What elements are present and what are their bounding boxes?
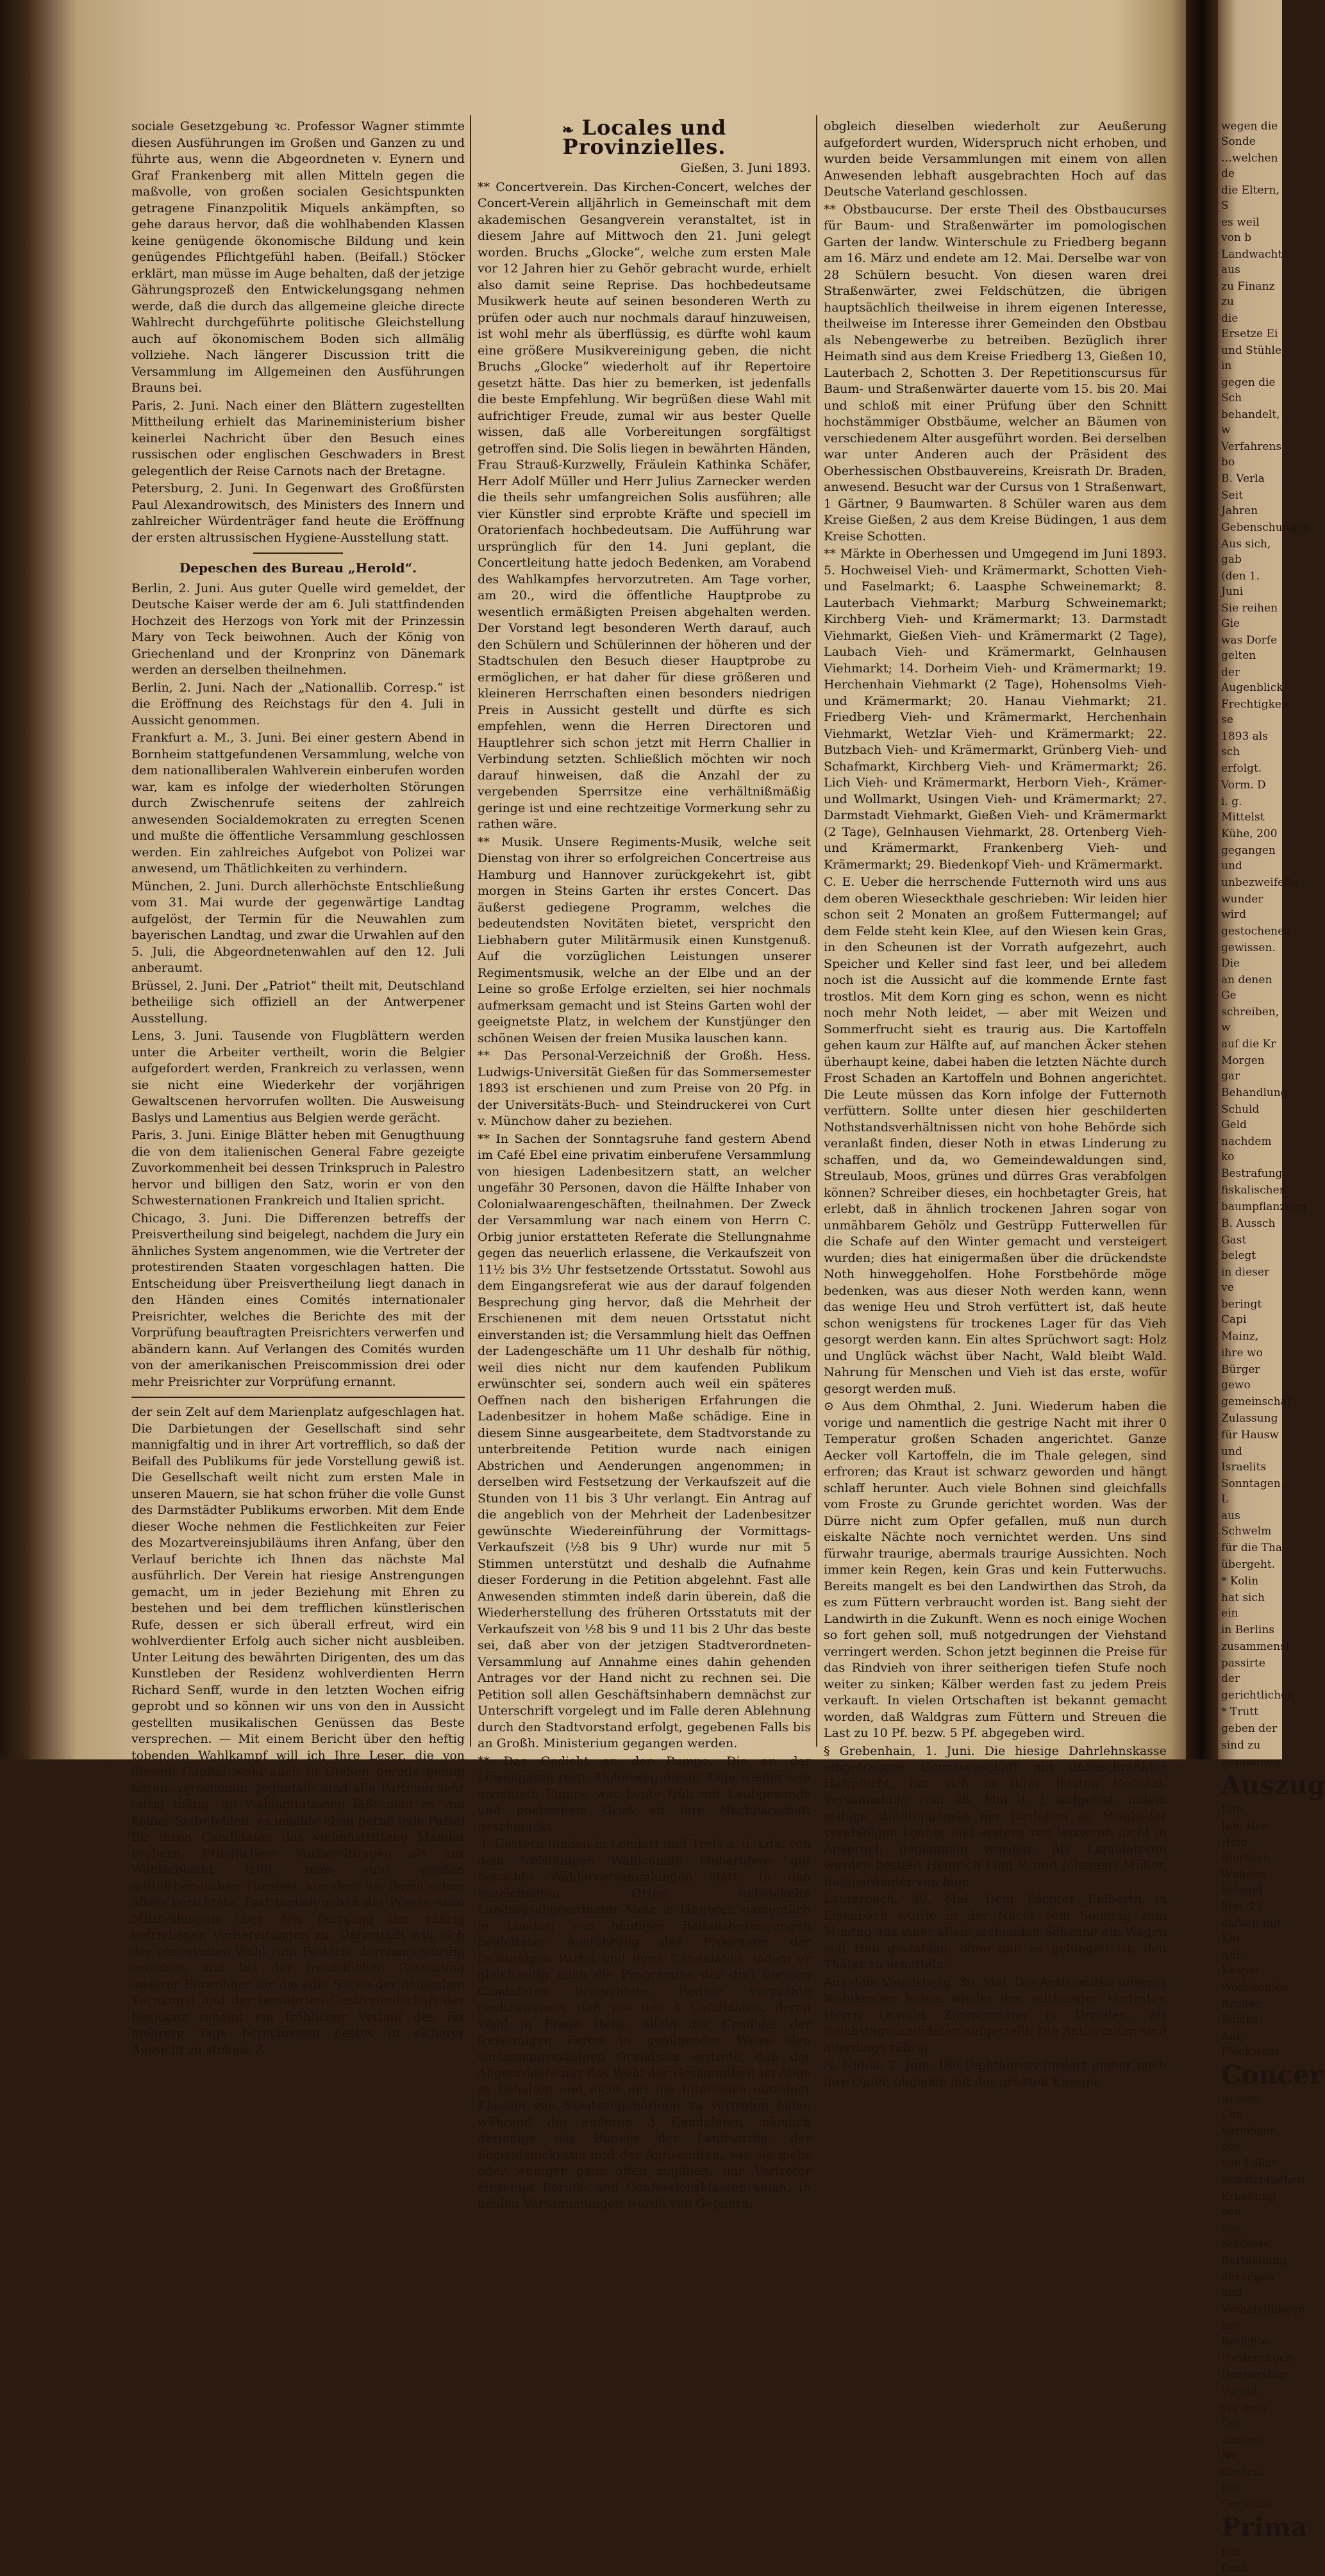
fragment-line: per: [1221, 2545, 1240, 2558]
fragment-line: Mai. 27: [1221, 1900, 1263, 1913]
fragment-line: fiskalischen: [1221, 1184, 1287, 1197]
fragment-line: Prima: [1221, 2513, 1308, 2543]
fragment-line: Donnerstag: [1221, 2368, 1286, 2381]
fragment-line: die Eltern, S: [1221, 184, 1280, 212]
fragment-line: übergeht.: [1221, 1558, 1276, 1571]
dispatch-paragraph: München, 2. Juni. Durch allerhöchste Entschließung vom 31. Mai wurde der gegenwärtige Landtag aufgelöst, der Termin für die Neuwahlen zum bayerischen Landtag, und zwar die Urwahlen auf den 5. Juli, die Abgeordnetenwahlen auf den 12. Juli anberaumt.: [131, 879, 465, 975]
fragment-line: ber Berichte: [1221, 2320, 1269, 2348]
article-paragraph: ** Märkte in Oberhessen und Umgegend im Juni 1893. 5. Hochweisel Vieh- und Krämermarkt, Schotten Vieh- und Faselmarkt; 6. Laasphe Schweinemarkt; 8. Lauterbach Viehmarkt; Marburg Schweinemarkt; Kirchberg Vieh- und Krämermarkt; 13. Darmstadt Viehmarkt, Gießen Vieh- und Krämermarkt (2 Tage), Laubach Vieh- und Krämermarkt, Gelnhausen Viehmarkt; 14. Dorheim Vieh- und Krämermarkt; 19. Herchenhain Viehmarkt (2 Tage), Hohensolms Vieh- und Krämermarkt; 20. Hanau Viehmarkt; 21. Friedberg Vieh- und Krämermarkt, Herchenhain Viehmarkt, Wetzlar Vieh- und Krämermarkt; 22. Butzbach Vieh- und Krämermarkt, Grünberg Vieh- und Schafmarkt, Kirchberg Vieh- und Krämermarkt; 26. Lich Vieh- und Krämermarkt, Herborn Vieh-, Krämer- und Wollmarkt, Usingen Vieh- und Krämermarkt; 27. Darmstadt Viehmarkt, Gießen Vieh- und Krämermarkt (2 Tage), Gelnhausen Viehmarkt, 28. Ortenberg Vieh- und Krämermarkt, Frankenberg Vieh- und Krämermarkt; 29. Biedenkopf Vieh- und Krämermarkt.: [824, 547, 1167, 872]
fragment-line: gerichtlichen: [1221, 1689, 1295, 1702]
fragment-line: wunder wird: [1221, 893, 1263, 921]
fragment-line: daßler, mit Kar: [1221, 1917, 1281, 1945]
fragment-line: auf die Kr: [1221, 1038, 1276, 1051]
fragment-line: Aus sich, gab: [1221, 538, 1271, 566]
fragment-line: beringt Capi: [1221, 1298, 1262, 1326]
fragment-line: Zulassung: [1221, 1412, 1278, 1425]
column-2: [478, 115, 811, 2211]
fragment-line: in dieser ve: [1221, 1266, 1270, 1294]
article-paragraph: ** Das Personal-Verzeichniß der Großh. Hess. Ludwigs-Universität Gießen für das Sommersemester 1893 ist erschienen und zum Preise von 20 Pfg. in der Universitäts-Buch- und Steindruckerei von Curt v. Münchow daher zu beziehen.: [478, 1049, 811, 1128]
fragment-line: behandelt, w: [1221, 408, 1280, 436]
article-paragraph: N. Nidda, 2. Juni. Die Diphtheritis fordert immer noch ihre Opfer, obgleich mit der größten Energie: [824, 2058, 1167, 2089]
article-paragraph: -t- Gestern fanden in Londorf und Treis a. d. Lda. von dem freisinnigen Wahlcomité einberufene gut besuchte Wählerversammlungen statt. In den bezeichneten Orten entwickelte Landtagsabgeordneter Metz in längerer, namentlich in Londorf von häufigen Beifallsbezeugungen begleiteter Ausführung das Programm der freisinnigen Partei und ihres Candidaten, indem er gleichzeitig auch die Programme der drei übrigen Candidaten beleuchtete. Redner versuchte nachzuweisen, daß von den 4 Candidaten, deren Wahl in Frage stehe, allein der Candidat der freisinnigen Partei in genügender Weise den verfassungsmäßigen Grundsatz vertrete, daß der Abgeordnete nur das Wohl der Gesammtheit im Auge zu behalten und nicht nur die Interessen einzelner Klassen von Staatsangehörigen zu vertreten habe; während die anderen 3 Candidaten, nämlich derjenige des Bundes der Landwirthe, der Socialdemokratie und der Antisemiten, wie sie mehr oder weniger ganz offen zugäben, nur Vertreter einzelner Berufs- und Confessionsklassen seien. In beiden Versammlungen wurde von Gegnern,: [478, 1837, 811, 2211]
column-divider: [816, 115, 817, 1747]
fragment-line: unbezweifelte: [1221, 876, 1299, 889]
fragment-line: derungen und: [1221, 2271, 1274, 2299]
fragment-line: baumpflanzung: [1221, 1201, 1307, 1213]
article-paragraph: ** Obstbaucurse. Der erste Theil des Obstbaucurses für Baum- und Straßenwärter im pomologischen Garten der landw. Winterschule zu Friedberg begann am 16. März und endete am 12. Mai. Derselbe war von 28 Schülern besucht. Von diesen waren drei Straßenwärter, zwei Feldschützen, die übrigen hauptsächlich theilweise in ihrem eigenen Interesse, theilweise im Interesse ihrer Gemeinden den Obstbau als Nebengewerbe zu betreiben. Bezüglich ihrer Heimath sind aus dem Kreise Friedberg 13, Gießen 10, Lauterbach 2, Schotten 3. Der Repetitionscursus für Baum- und Straßenwärter dauerte vom 15. bis 20. Mai und schloß mit einer Prüfung über den Schnitt hochstämmiger Obstbäume, welcher an Bäumen von verschiedenem Alter ausgeführt worden. Bei derselben war unter Anderen auch der Präsident des Oberhessischen Obstbauvereins, Kreisrath Dr. Braden, anwesend. Besucht war der Cursus von 1 Straßenwart, 1 Gärtner, 9 Baumwarten. 8 Schüler waren aus dem Kreise Gießen, 2 aus dem Kreise Büdingen, 1 aus dem Kreise Schotten.: [824, 202, 1167, 544]
fragment-line: Auszug: [1221, 1770, 1325, 1800]
fragment-line: für Hausw: [1221, 1429, 1279, 1442]
fragment-line: von Lollar: [1221, 2157, 1277, 2170]
column-4-next-page-edge: [1221, 119, 1325, 2575]
fragment-line: gestochenes: [1221, 925, 1290, 938]
article-paragraph: Paris, 2. Juni. Nach einer den Blättern zugestellten Mittheilung erhielt das Marineministerium bisher keinerlei Nachricht über den Besuch eines russischen oder englischen Geschwaders in Brest gelegentlich der Reise Carnots nach der Bretagne.: [131, 398, 465, 478]
feuilleton-text: der sein Zelt auf dem Marienplatz aufgeschlagen hat. Die Darbietungen der Gesellschaft sind sehr mannigfaltig und in ihrer Art vortrefflich, so daß der Beifall des Publikums für jede Vorstellung gewiß ist. Die Gesellschaft weilt nicht zum ersten Male in unseren Mauern, sie hat schon früher die volle Gunst des Darmstädter Publikums erworben. Mit dem Ende dieser Woche nehmen die Festlichkeiten zur Feier des Mozartvereinsjubiläums ihren Anfang, über den Verlauf berichte ich Ihnen das nächste Mal ausführlich. Der Verein hat riesige Anstrengungen gemacht, um in jeder Beziehung mit Ehren zu bestehen und bei dem trefflichen künstlerischen Rufe, dessen er sich überall erfreut, wird ein wohlverdienter Erfolg auch sicher nicht ausbleiben. Unter Leitung des bewährten Dirigenten, des um das Kunstleben der Residenz wohlverdienten Herrn Richard Senff, wurde in den letzten Wochen eifrig geprobt und so können wir uns von den in Aussicht gestellten musikalischen Genüssen das Beste versprechen. — Mit einem Bericht über den heftig tobenden Wahlkampf will ich Ihre Leser, die von diesem Capitel wohl auch in Gießen gerade genug hören, verschonen. Jedenfalls sind alle Parteien sehr eifrig thätig, an Wahlagitationen läßt man es von keiner Seite fehlen, es möchte eben gerne jede Partei für ihren Candidaten das vielumstrittene Mandat erobern. Friedlichere Vorbereitungen als zur Wahlschlacht trifft man zum großen mittelrheinischen Turnfest, von dem ich Ihnen schon öfters berichtete. Fast täglich gehen der Presse neue Mittheilungen über den Fortgang der rührig betriebenen Vorbereitungen zu; Darmstadt will sich der ehrenvollen Wahl zum Festorte durchaus würdig erweisen und bei der freundlichen Gesinnung unserer Einwohner für die edle Sache der deutschen Turnkunst und der bewährten Gastfreundschaft der Residenz scheint ein fröhlicher Verlauf des für mehrere Tage berechneten Festes in sicherer Aussicht zu stehen. Z.: [131, 1405, 465, 2057]
fragment-line: Seit Jahren: [1221, 489, 1258, 517]
fragment-line: …welchen de: [1221, 152, 1278, 180]
article-paragraph: Aus dem Vogelsberg, 30. Mai. Die Antisemiten unseres Wahlkreises haben wieder den seitherigen Vertreter, Herrn Oswald Zimmermann in Dresden, als Reichstagscandidaten aufgestellt. Die Antisemiten sind allerdings rührig.: [824, 1975, 1167, 2055]
fragment-line: zu Finanz zu: [1221, 280, 1275, 308]
fragment-line: (den 1. Juni: [1221, 570, 1260, 598]
fragment-line: B. Aussch: [1221, 1217, 1276, 1230]
article-paragraph: ** Musik. Unsere Regiments-Musik, welche seit Dienstag von ihrer so erfolgreichen Concertreise aus Hamburg und Hannover zurückgekehrt ist, gibt morgen in Steins Garten ihr erstes Concert. Das äußerst gediegene Programm, welches die bedeutendsten Novitäten bietet, verspricht den Liebhabern guter Militärmusik einen Kunstgenuß. Auf die vorzüglichen Leistungen unserer Regimentsmusik, welche an der Elbe und an der Leine so große Erfolge erzielten, sei hier nochmals aufmerksam gemacht und ist Steins Garten wohl der geeignetste Platz, in welchem der Kunstjünger den schönen Weisen der freien Musika lauschen kann.: [478, 835, 811, 1045]
fragment-line: i. g. Mittelst: [1221, 795, 1265, 824]
dispatch-paragraph: Frankfurt a. M., 3. Juni. Bei einer gestern Abend in Bornheim stattgefundenen Versammlung, welche von dem nationalliberalen Wahlverein einberufen worden war, kam es infolge der wiederholten Störungen durch Zwischenrufe seitens der zahlreich anwesenden Socialdemokraten zu erregten Scenen und mußte die öffentliche Versammlung geschlossen werden. Ein zahlreiches Aufgebot von Polizei war anwesend, um Thätlichkeiten zu verhindern.: [131, 731, 465, 876]
fragment-line: wegen die Sonde: [1221, 120, 1278, 148]
fragment-line: nachdem ko: [1221, 1135, 1272, 1163]
fragment-line: Morgen gar: [1221, 1054, 1265, 1083]
article-paragraph: ⊙ Aus dem Ohmthal, 2. Juni. Wiederum haben die vorige und namentlich die gestrige Nacht mit ihrer 0 Temperatur großen Schaden angerichtet. Ganze Aecker voll Kartoffeln, die im Thale gelegen, sind erfroren; das Kraut ist schwarz geworden und hängt schlaff herunter. Auch viele Bohnen sind gleichfalls vom Froste zu Grunde gerichtet worden. Was der Dürre nicht zum Opfer gefallen, muß nun durch eiskalte Nächte noch vernichtet werden. Uns sind fürwahr traurige, abermals traurige Aussichten. Noch immer kein Regen, kein Gras und kein Futterwuchs. Bereits mangelt es bei den Landwirthen das Stroh, da es zum Füttern verbraucht worden ist. Bang sieht der Landwirth in die Zukunft. Wenn es noch einige Wochen so fort gehen soll, muß notgedrungen der Viehstand verringert werden. Schon jetzt beginnen die Preise für das Rindvieh von ihrer seitherigen tiefen Stufe noch weiter zu sinken; Kälber werden fast zu jedem Preis verkauft. In vielen Ortschaften ist bekannt gemacht worden, daß Waldgras zum Füttern und Streuen die Last zu 10 Pf. bezw. 5 Pf. abgegeben wird.: [824, 1399, 1167, 1740]
book-binding-gutter: [1186, 0, 1218, 1759]
fragment-line: Heib. Bierfisch: [1221, 1836, 1271, 1865]
fragment-line: Gebenschungen: [1221, 521, 1310, 534]
fragment-line: Sie reihen Gie: [1221, 602, 1278, 630]
dispatch-paragraph: Brüssel, 2. Juni. Der „Patriot“ theilt mit, Deutschland betheilige sich offiziell an der Antwerpener Ausstellung.: [131, 978, 465, 1026]
ornament-icon: ❧: [562, 122, 574, 138]
fragment-line: zusammen: [1221, 1756, 1281, 1768]
article-paragraph: obgleich dieselben wiederholt zur Aeußerung aufgefordert wurden, Widerspruch nicht erhoben, und wurden beide Versammlungen mit einem von allen Anwesenden lebhaft ausgebrachten Hoch auf das Deutsche Vaterland geschlossen.: [824, 119, 1167, 199]
dateline: Gießen, 3. Juni 1893.: [680, 161, 811, 175]
fragment-line: ihre wo: [1221, 1347, 1263, 1359]
dispatch-paragraph: Lens, 3. Juni. Tausende von Flugblättern werden unter die Arbeiter vertheilt, worin die Belgier aufgefordert werden, Frankreich zu verlassen, wenn sie nicht eine Wiederkehr der vorjährigen Gewaltscenen hervorrufen wollten. Die Ausweisung Baslys und Lamentius aus Belgien werde gerächt.: [131, 1029, 465, 1125]
article-paragraph: sociale Gesetzgebung ꝛc. Professor Wagner stimmte diesen Ausführungen im Großen und Ganzen zu und führte aus, wenn die Abgeordneten v. Eynern und Graf Frankenberg mit allen Mitteln gegen die maßvolle, von großen socialen Gesichtspunkten getragene Finanzpolitik Miquels ankämpften, so gehe daraus hervor, daß die wohlhabenden Klassen keine genügende ökonomische Bildung und kein genügendes Pflichtgefühl haben. (Beifall.) Stöcker erklärt, man müsse im Auge behalten, daß der jetzige Gährungsprozeß den Entwickelungsgang nehmen werde, daß die durch das allgemeine gleiche directe Wahlrecht durchgeführte politische Gleichstellung auch auf ökonomischem Boden sich allmälig vollziehe. Nach längerer Discussion tritt die Versammlung im Allgemeinen den Ausführungen Brauns bei.: [131, 119, 465, 395]
fragment-line: In dem Con: [1221, 2093, 1260, 2121]
fragment-line: Bertheilung: [1221, 2254, 1287, 2267]
fragment-line: geben der: [1221, 1722, 1278, 1735]
fragment-line: in Berlins: [1221, 1624, 1275, 1636]
fragment-line: hat sich ein: [1221, 1591, 1265, 1620]
article-paragraph: Lauterbach, 30. Mai. Dem Pächter Fülberth in Eisenbach wurde in der Nacht vom Sonntag zum Montag aus einer allein stehenden Scheune ein Wagen voll Heu gestohlen, ohne daß es gelungen ist, den Thäter zu ermitteln.: [824, 1892, 1167, 1972]
depeschen-heading: Depeschen des Bureau „Herold“.: [179, 560, 417, 576]
fragment-line: * Kolin: [1221, 1575, 1259, 1588]
fragment-line: Job. Her: [1221, 1820, 1267, 1832]
section-title: [478, 115, 811, 159]
fragment-line: B. Verla: [1221, 472, 1265, 485]
fragment-line: die Ersetze Ei: [1221, 312, 1278, 340]
fragment-line: Juni.: [1221, 1803, 1247, 1816]
separator: [253, 553, 343, 554]
fragment-line: und Stühle in: [1221, 344, 1282, 372]
fragment-line: Schuld Geld: [1221, 1103, 1260, 1131]
dispatch-paragraph: Berlin, 2. Juni. Aus guter Quelle wird gemeldet, der Deutsche Kaiser werde der am 6. Juli stattfindenden Hochzeit des Herzogs von York mit der Prinzessin Mary von Teck beiwohnen. Auch der König von Griechenland und der Kronprinz von Dänemark werden an derselben theilnehmen.: [131, 581, 465, 677]
feuilleton-rule: [131, 1397, 465, 1398]
fragment-line: Gast belegt: [1221, 1234, 1256, 1262]
fragment-line: Sonntagen L: [1221, 1477, 1281, 1506]
fragment-line: * Trutt: [1221, 1706, 1258, 1718]
fragment-line: Wolfskehlen: [1221, 1981, 1288, 1994]
fragment-line: Frechtigkeit se: [1221, 698, 1290, 726]
article-paragraph: ** Concertverein. Das Kirchen-Concert, welches der Concert-Verein alljährlich in Gemeinschaft mit dem akademischen Gesangverein veranstaltet, ist in diesem Jahre auf Mittwoch den 21. Juni gelegt worden. Bruchs „Glocke“, welche zum ersten Male vor 12 Jahren hier zu Gehör gebracht wurde, erhielt also damit seine Reprise. Das hochbedeutsame Musikwerk heute auf seinen besonderen Werth zu prüfen oder auch nur nochmals darauf hinzuweisen, ist wohl mehr als überflüssig, es dürfte wohl kaum eine größere Musikvereinigung geben, die nicht Bruchs „Glocke“ wiederholt auf ihr Repertoire gesetzt hätte. Das hier zu bemerken, ist jedenfalls die beste Empfehlung. Wir begrüßen diese Wahl mit aufrichtiger Freude, zumal wir aus bester Quelle wissen, daß alle Vorbereitungen sorgfältigst getroffen sind. Die Solis liegen in bewährten Händen, Frau Strauß-Kurzwelly, Fräulein Kathinka Schäfer, Herr Adolf Müller und Herr Julius Zarnecker werden die theils sehr umfangreichen Solis ausführen; alle vier Künstler sind erprobte Kräfte und speciell im Oratorienfach hochbedeutsam. Die Aufführung war ursprünglich für den 14. Juni geplant, die Concertleitung hatte jedoch Bedenken, am Vorabend des Wahlkampfes hervorzutreten. Am Tage vorher, am 20., wird die öffentliche Hauptprobe zu wesentlich ermäßigten Preisen abgehalten werden. Der Vorstand legt besonderen Werth darauf, auch den Schülern und Schülerinnen der höheren und der Stadtschulen den Besuch dieser Hauptprobe zu ermöglichen, er hat daher für diese größeren und kleineren Herrschaften einen besonders niedrigen Preis in Aussicht gestellt und dürfte es sich empfehlen, wenn die Herren Directoren und Hauptlehrer sich schon jetzt mit Herrn Challier in Verbindung setzten. Schließlich möchten wir noch darauf hinweisen, daß die Anzahl der zu vergebenden Sperrsitze eine verhältnißmäßig geringe ist und eine rechtzeitige Vormerkung sehr zu rathen wäre.: [478, 179, 811, 831]
fragment-line: vor dem Gro: [1221, 2402, 1267, 2430]
fragment-line: gegen die Sch: [1221, 376, 1276, 404]
fragment-line: gewissen. Die: [1221, 942, 1276, 970]
fragment-line: Auf, Plöckstein: [1221, 2030, 1278, 2058]
article-paragraph: C. E. Ueber die herrschende Futternoth wird uns aus dem oberen Wieseckthale geschrieben: Wir leiden hier schon seit 2 Monaten an großem Futtermangel; auf dem Felde steht kein Klee, auf den Wiesen kein Gras, in den Scheunen ist der Vorrath aufgezehrt, auch Speicher und Keller sind fast leer, und bei alledem noch ist die Aussicht auf die kommende Ernte fast trostlos. Mit dem Korn ging es schon, wenn es nicht noch mehr Noth leidet, — aber mit Weizen und Sommerfrucht sieht es traurig aus. Die Kartoffeln gehen kaum zur Hälfte auf, auf manchen Äcker stehen überhaupt keine, dabei haben die letzten Nächte durch Frost Schaden an Kartoffeln und Bohnen angerichtet. Die Leute müssen das Korn infolge der Futternoth verfüttern. Sollte unter diesen hier geschilderten Nothstandsverhältnissen nicht von hohe Behörde sich veranlaßt finden, dieser Noth in etwas Linderung zu schaffen, und da, wo Gemeindewaldungen sind, Streulaub, Moos, grünes und dürres Gras verabfolgen können? Schreiber dieses, ein hochbetagter Greis, hat erlebt, daß in ähnlich trockenen Jahren sogar von unmähbarem Gehölz und Gestrüpp Futterwellen für die Schafe auf den Winter gemacht und versteigert wurden; dies hat einigermaßen über die drückendste Noth hinweggeholfen. Hohe Forstbehörde möge bedenken, was aus dieser Noth werden kann, wenn das wenige Heu und Stroh verfüttert ist, daß heute schon wenigstens für trockenes Lager für das Vieh gesorgt werden kann. Ein altes Sprüchwort sagt: Holz und Unglück wächst über Nacht, Wald bleibt Wald. Nahrung für Menschen und Vieh ist das erste, wofür gesorgt werden muß.: [824, 875, 1167, 1396]
column-divider: [470, 115, 471, 1747]
section-title-text: Locales und Provinzielles.: [562, 115, 727, 159]
fragment-line: sind zu: [1221, 1739, 1261, 1752]
fragment-line: des Schlüsse: [1221, 2222, 1271, 2250]
article-paragraph: ** Das Gedicht an der Pumpe. Die an der Löwengasse resp. Tiefenweg dieser Tage wieder neu errichtete Pumpe war heute früh mit Laubgewinde und poetischem Gruß an ihre Nachbarschaft geschmückt.: [478, 1754, 811, 1834]
fragment-line: Vermögen des: [1221, 2125, 1278, 2153]
article-paragraph: ** In Sachen der Sonntagsruhe fand gestern Abend im Café Ebel eine privatim einberufene Versammlung von hiesigen Ladenbesitzern statt, an welcher ungefähr 30 Personen, davon die Hälfte Inhaber von Colonialwaarengeschäften, theilnahmen. Der Zweck der Versammlung war nach einem von Herrn C. Orbig junior erstatteten Referate die Stellungnahme gegen das neuerlich erlassene, die Verkaufszeit von 11½ bis 3½ Uhr festsetzende Ortsstatut. Sowohl aus dem Eingangsreferat wie aus der darauf folgenden Besprechung ging hervor, daß die Mehrheit der Erschienenen mit dem neuen Ortsstatut nicht einverstanden ist; die Versammlung hielt das Oeffnen der Ladengeschäfte um 11 Uhr deshalb für nöthig, weil dies nicht nur dem kaufenden Publikum erwünschter sei, sondern auch weil ein späteres Oeffnen nach den bisherigen Erfahrungen die Ladenbesitzer in hohem Maße schädige. Eine in diesem Sinne ausgearbeitete, dem Stadtvorstande zu unterbreitende Petition wurde nach einigen Abstrichen und Aenderungen angenommen; in derselben wird Festsetzung der Verkaufszeit auf die Stunden von 11 bis 3 Uhr verlangt. Ein Antrag auf die angeblich von der Mehrheit der Ladenbesitzer gewünschte Wiedereinführung der Vormittags-Verkaufszeit (½8 bis 9 Uhr) wurde nur mit 5 Stimmen unterstützt und deshalb die Aufnahme dieser Forderung in die Petition abgelehnt. Fast alle Anwesenden stimmten indeß darin überein, daß die Wiederherstellung des früheren Ortsstatuts mit der Verkaufszeit von ½8 bis 9 und 11 bis 2 Uhr das beste sei, daß aber von der jetzigen Stadtverordneten-Versammlung auf Annahme eines dahin gehenden Antrages vor der Hand nicht zu rechnen sei. Die Petition soll allen Geschäftsinhabern demnächst zur Unterschrift vorgelegt und im Falle deren Ablehnung durch den Stadtvorstand erfolgt, gegebenen Falls bis an Großh. Ministerium gegangen werden.: [478, 1131, 811, 1750]
fragment-line: für die Tha: [1221, 1541, 1282, 1554]
fragment-line: Vorm. D: [1221, 779, 1266, 792]
fragment-line: Mainz,: [1221, 1330, 1259, 1343]
fragment-line: es weil von b: [1221, 216, 1260, 244]
fragment-line: Verfahrens bo: [1221, 440, 1282, 469]
dispatch-paragraph: Berlin, 2. Juni. Nach der „Nationallib. Corresp.“ ist die Eröffnung des Reichstags für den 4. Juli in Aussicht genommen.: [131, 680, 465, 727]
fragment-line: zimmer Nr.: [1221, 2434, 1263, 2462]
fragment-line: schreiben, w: [1221, 1006, 1279, 1034]
article-paragraph: Petersburg, 2. Juni. In Gegenwart des Großfürsten Paul Alexandrowitsch, des Ministers des Innern und zahlreicher Würdenträger fand heute die Eröffnung der ersten altrussischen Hygiene-Ausstellung statt.: [131, 481, 465, 545]
fragment-line: gemeinschaf: [1221, 1395, 1292, 1408]
fragment-line: Bruder, Reichs: [1221, 1998, 1263, 2026]
fragment-line: erfolgt.: [1221, 762, 1262, 775]
fragment-line: Emil: [1221, 2562, 1247, 2575]
fragment-line: was Dorfe gelten: [1221, 634, 1278, 662]
fragment-line: aus Schwelm: [1221, 1509, 1272, 1538]
fragment-line: Bestrafung: [1221, 1167, 1283, 1180]
fragment-line: Behandlung: [1221, 1086, 1288, 1099]
fragment-line: Gerichtss: [1221, 2498, 1274, 2511]
fragment-line: und Israelits: [1221, 1445, 1267, 1474]
column-1: [131, 119, 465, 2057]
column-3: [824, 119, 1167, 2089]
fragment-line: Gießen, ben: [1221, 2466, 1264, 2494]
dispatch-paragraph: Chicago, 3. Juni. Die Differenzen betreffs der Preisvertheilung sind beigelegt, nachdem die Jury ein ähnliches System angenommen, wie die Vertreter der protestirenden Staaten vorgeschlagen hatten. Die Entscheidung über Preisvertheilung liegt danach in den Händen eines Comités internationaler Preisrichter, welches die Berichte des mit der Vorprüfung beauftragten Preisrichters verwerfen und abändern kann. Auf Verlangen des Comités wurden von der amerikanischen Preiscommission drei oder mehr Preisrichter zur Vorprüfung ernannt.: [131, 1211, 465, 1389]
fragment-line: an denen Ge: [1221, 974, 1272, 1002]
fragment-line: Concer: [1221, 2060, 1323, 2090]
fragment-line: Kühe, 200: [1221, 827, 1278, 840]
fragment-line: Forderungen: [1221, 2352, 1294, 2364]
fragment-line: der Augenblick: [1221, 666, 1283, 694]
fragment-line: 1893 als sch: [1221, 730, 1268, 758]
fragment-line: Verhandlungen: [1221, 2303, 1306, 2316]
fragment-line: Auf. Kaspar: [1221, 1949, 1260, 1977]
fragment-line: Landwacht aus: [1221, 248, 1283, 276]
article-paragraph: § Grebenhain, 1. Juni. Die hiesige Dahrlehnskasse eingetragene Genossenschaft mit unbeschränkter Haftpflicht, hat sich in ihrer letzten General-Versammlung vom 28. Mai d. J. aufgelöst, indem selbige statutengemäß nur Darlehen an Mitglieder verabfolgen konnte und erstere von letzteren nicht in Anspruch genommen wurden. Als Liquidatoren wurden bestellt Heinrich Lind V. und Johannes Müller, Beigeordneter von hier.: [824, 1743, 1167, 1889]
dispatch-paragraph: Paris, 3. Juni. Einige Blätter heben mit Genugthuung die von dem italienischen General Fabre gezeigte Zuvorkommenheit bei dessen Trinkspruch in Palestro hervor und billigen den Satz, worin er von den Schwesternationen Frankreich und Italien spricht.: [131, 1128, 465, 1208]
fragment-line: Schützbrochen: [1221, 2173, 1304, 2186]
fragment-line: Wilhelm Schmid: [1221, 1868, 1267, 1897]
fragment-line: Vormit: [1221, 2385, 1258, 2398]
fragment-line: Erhebung von: [1221, 2190, 1276, 2218]
fragment-line: zusammenst: [1221, 1640, 1290, 1653]
fragment-line: passirte der: [1221, 1657, 1265, 1685]
fragment-line: gegangen und: [1221, 844, 1276, 872]
fragment-line: Bürger gewo: [1221, 1363, 1260, 1392]
